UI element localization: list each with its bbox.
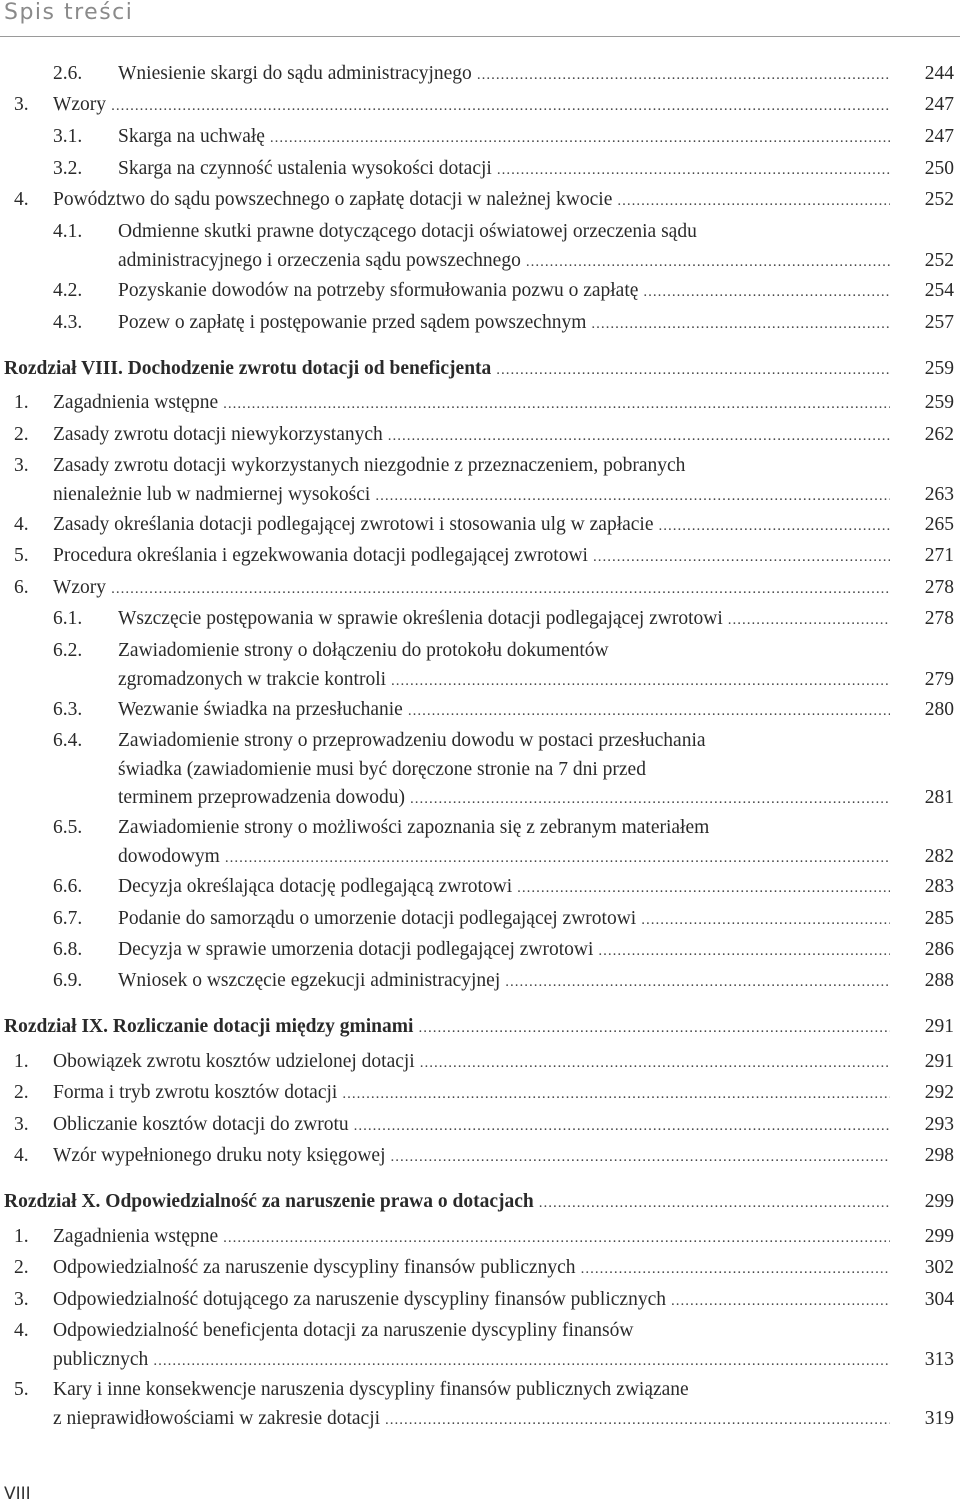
dot-leader <box>581 1255 890 1284</box>
toc-entry[interactable] <box>0 1048 960 1078</box>
toc-page-number: 285 <box>924 908 954 929</box>
dot-leader <box>505 968 890 997</box>
toc-chapter-entry[interactable] <box>0 1013 960 1043</box>
toc-page-number: 278 <box>924 577 954 598</box>
dot-leader <box>418 1014 890 1043</box>
dot-leader <box>270 124 890 153</box>
toc-entry[interactable] <box>0 452 960 510</box>
toc-chapter-entry[interactable] <box>0 355 960 385</box>
toc-entry-number: 2. <box>14 424 29 445</box>
toc-entry-title: publicznych <box>53 1348 149 1370</box>
toc-entry-number: 6.2. <box>53 640 83 661</box>
toc-entry-title: Wzory <box>53 94 107 115</box>
toc-page-number: 281 <box>924 787 954 808</box>
dot-leader <box>593 543 890 572</box>
toc-entry-title: Wzór wypełnionego druku noty księgowej <box>53 1145 386 1166</box>
toc-page-number: 247 <box>924 126 954 147</box>
dot-leader <box>410 785 890 814</box>
toc-entry-title: Wszczęcie postępowania w sprawie określenia dotacji podlegającej zwrotowi <box>118 608 723 629</box>
toc-page-number: 299 <box>924 1226 954 1247</box>
toc-entry-title: Pozyskanie dowodów na potrzeby sformułowania pozwu o zapłatę <box>118 280 639 301</box>
dot-leader <box>388 422 890 451</box>
toc-page-number: 286 <box>924 939 954 960</box>
toc-entry-title: Obowiązek zwrotu kosztów udzielonej dotacji <box>53 1051 415 1072</box>
dot-leader <box>497 156 890 185</box>
toc-entry-title: Wniosek o wszczęcie egzekucji administracyjnej <box>118 970 501 991</box>
toc-entry-number: 1. <box>14 1051 29 1072</box>
toc-entry-title: dowodowym <box>118 845 220 867</box>
dot-leader <box>643 278 890 307</box>
toc-entry-title: Procedura określania i egzekwowania dotacji podlegającej zwrotowi <box>53 545 588 566</box>
toc-page-number: 252 <box>924 249 954 271</box>
dot-leader <box>517 874 890 903</box>
toc-page-number: 254 <box>924 280 954 301</box>
toc-entry-title: Zagadnienia wstępne <box>53 1226 219 1247</box>
dot-leader <box>408 697 890 726</box>
toc-entry-number: 2. <box>14 1082 29 1103</box>
toc-entry-number: 2. <box>14 1257 29 1278</box>
toc-entry-title: Obliczanie kosztów dotacji do zwrotu <box>53 1114 349 1135</box>
toc-entry-title: Pozew o zapłatę i postępowanie przed sądem powszechnym <box>118 312 587 333</box>
toc-entry[interactable] <box>0 696 960 726</box>
toc-page-number: 291 <box>924 1051 954 1072</box>
dot-leader <box>496 356 890 385</box>
toc-entry-title: Odpowiedzialność beneficjenta dotacji za naruszenie dyscypliny finansów <box>53 1320 634 1341</box>
toc-entry[interactable] <box>0 542 960 572</box>
toc-entry-title: Wniesienie skargi do sądu administracyjnego <box>118 63 472 84</box>
toc-entry[interactable] <box>0 186 960 216</box>
toc-page-number: 271 <box>924 545 954 566</box>
toc-entry-title: Decyzja w sprawie umorzenia dotacji podlegającej zwrotowi <box>118 939 594 960</box>
toc-page-number: 302 <box>924 1257 954 1278</box>
toc-entry-number: 6.7. <box>53 908 83 929</box>
toc-entry[interactable] <box>0 814 960 872</box>
dot-leader <box>223 390 890 419</box>
toc-entry[interactable] <box>0 1317 960 1375</box>
toc-entry-number: 3. <box>14 1289 29 1310</box>
dot-leader <box>375 482 890 511</box>
toc-entry[interactable] <box>0 1223 960 1253</box>
toc-entry-title: Zawiadomienie strony o dołączeniu do protokołu dokumentów <box>118 640 609 661</box>
toc-entry-title: administracyjnego i orzeczenia sądu powszechnego <box>118 249 521 271</box>
page-header <box>0 0 960 37</box>
toc-entry[interactable] <box>0 123 960 153</box>
toc-entry[interactable] <box>0 873 960 903</box>
toc-entry-number: 6.9. <box>53 970 83 991</box>
toc-entry-number: 5. <box>14 545 29 566</box>
toc-chapter-entry[interactable] <box>0 1188 960 1218</box>
toc-entry-number: 4.2. <box>53 280 83 301</box>
toc-entry[interactable] <box>0 1376 960 1434</box>
dot-leader <box>111 575 890 604</box>
dot-leader <box>385 1406 890 1435</box>
toc-entry[interactable] <box>0 218 960 276</box>
toc-entry-title: Kary i inne konsekwencje naruszenia dyscypliny finansów publicznych związane <box>53 1379 689 1400</box>
toc-page-number: 280 <box>924 699 954 720</box>
toc-entry-number: 6.5. <box>53 817 83 838</box>
toc-entry-number: 4.1. <box>53 221 83 242</box>
toc-entry-title: Rozdział IX. Rozliczanie dotacji między gminami <box>4 1016 414 1037</box>
dot-leader <box>391 1143 890 1172</box>
toc-page-number: 292 <box>924 1082 954 1103</box>
dot-leader <box>391 667 890 696</box>
toc-entry[interactable] <box>0 60 960 90</box>
toc-entry-number: 3. <box>14 455 29 476</box>
toc-page-number: 279 <box>924 668 954 690</box>
toc-page-number: 265 <box>924 514 954 535</box>
dot-leader <box>111 92 890 121</box>
dot-leader <box>342 1080 890 1109</box>
toc-entry[interactable] <box>0 1079 960 1109</box>
toc-page-number: 247 <box>924 94 954 115</box>
toc-entry-title: Odmienne skutki prawne dotyczącego dotacji oświatowej orzeczenia sądu <box>118 221 697 242</box>
toc-entry-number: 6.6. <box>53 876 83 897</box>
toc-entry-title: Zagadnienia wstępne <box>53 392 219 413</box>
dot-leader <box>539 1189 890 1218</box>
toc-page-number: 288 <box>924 970 954 991</box>
toc-entry[interactable] <box>0 309 960 339</box>
dot-leader <box>153 1347 890 1376</box>
toc-page-number: 319 <box>924 1407 954 1429</box>
toc-entry-number: 6. <box>14 577 29 598</box>
dot-leader <box>641 906 890 935</box>
toc-entry-title: Rozdział VIII. Dochodzenie zwrotu dotacji od beneficjenta <box>4 358 492 379</box>
toc-entry-number: 3.1. <box>53 126 83 147</box>
toc-entry-number: 3. <box>14 1114 29 1135</box>
toc-entry-number: 4.3. <box>53 312 83 333</box>
toc-page-number: 313 <box>924 1348 954 1370</box>
page-number: VIII <box>4 1484 31 1504</box>
toc-page-number: 252 <box>924 189 954 210</box>
toc-entry[interactable] <box>0 421 960 451</box>
toc-entry-title: Skarga na uchwałę <box>118 126 265 147</box>
dot-leader <box>728 606 890 635</box>
dot-leader <box>477 61 890 90</box>
toc-entry-title: Zasady zwrotu dotacji wykorzystanych niezgodnie z przeznaczeniem, pobranych <box>53 455 686 476</box>
toc-entry-number: 3.2. <box>53 158 83 179</box>
toc-entry-title: zgromadzonych w trakcie kontroli <box>118 668 387 690</box>
toc-entry-title: terminem przeprowadzenia dowodu) <box>118 787 405 808</box>
toc-page-number: 259 <box>924 358 954 379</box>
toc-entry-number: 6.8. <box>53 939 83 960</box>
toc-entry[interactable] <box>0 574 960 604</box>
toc-entry-title: nienależnie lub w nadmiernej wysokości <box>53 483 371 505</box>
toc-entry[interactable] <box>0 637 960 695</box>
toc-entry[interactable] <box>0 277 960 307</box>
toc-entry-title: Decyzja określająca dotację podlegającą zwrotowi <box>118 876 513 897</box>
toc-entry-title: z nieprawidłowościami w zakresie dotacji <box>53 1407 381 1429</box>
dot-leader <box>354 1112 890 1141</box>
toc-entry-title: Powództwo do sądu powszechnego o zapłatę dotacji w należnej kwocie <box>53 189 613 210</box>
toc-entry-title: Forma i tryb zwrotu kosztów dotacji <box>53 1082 338 1103</box>
toc-page-number: 278 <box>924 608 954 629</box>
toc-page-number: 299 <box>924 1191 954 1212</box>
toc-entry-number: 6.1. <box>53 608 83 629</box>
page-title: Spis treści <box>4 0 134 25</box>
toc-entry-title: Zasady określania dotacji podlegającej zwrotowi i stosowania ulg w zapłacie <box>53 514 654 535</box>
toc-entry-title: Zawiadomienie strony o przeprowadzeniu dowodu w postaci przesłuchania <box>118 730 706 751</box>
toc-entry-title: Odpowiedzialność dotującego za naruszenie dyscypliny finansów publicznych <box>53 1289 666 1310</box>
toc-entry-number: 4. <box>14 189 29 210</box>
toc-entry-title: świadka (zawiadomienie musi być doręczone stronie na 7 dni przed <box>118 758 646 780</box>
toc-entry[interactable] <box>0 1142 960 1172</box>
toc-entry-title: Rozdział X. Odpowiedzialność za naruszenie prawa o dotacjach <box>4 1191 534 1212</box>
toc-entry[interactable] <box>0 389 960 419</box>
toc-entry-title: Wezwanie świadka na przesłuchanie <box>118 699 403 720</box>
toc-entry-number: 1. <box>14 392 29 413</box>
dot-leader <box>591 310 890 339</box>
toc-entry-title: Wzory <box>53 577 107 598</box>
dot-leader <box>526 248 890 277</box>
toc-entry[interactable] <box>0 155 960 185</box>
toc-page-number: 262 <box>924 424 954 445</box>
toc-page-number: 282 <box>924 845 954 867</box>
toc-entry-title: Zasady zwrotu dotacji niewykorzystanych <box>53 424 383 445</box>
toc-entry[interactable] <box>0 605 960 635</box>
toc-entry[interactable] <box>0 905 960 935</box>
toc-entry-title: Odpowiedzialność za naruszenie dyscypliny finansów publicznych <box>53 1257 576 1278</box>
toc-entry-title: Podanie do samorządu o umorzenie dotacji podlegającej zwrotowi <box>118 908 637 929</box>
toc-page-number: 263 <box>924 483 954 505</box>
toc-page-number: 250 <box>924 158 954 179</box>
toc-entry-number: 4. <box>14 1145 29 1166</box>
dot-leader <box>617 187 890 216</box>
dot-leader <box>223 1224 890 1253</box>
toc-page-number: 257 <box>924 312 954 333</box>
toc-entry-title: Skarga na czynność ustalenia wysokości dotacji <box>118 158 492 179</box>
dot-leader <box>659 512 891 541</box>
toc-entry-title: Zawiadomienie strony o możliwości zapoznania się z zebranym materiałem <box>118 817 710 838</box>
toc-entry-number: 4. <box>14 1320 29 1341</box>
toc-entry-number: 6.4. <box>53 730 83 751</box>
toc-page-number: 291 <box>924 1016 954 1037</box>
toc-page-number: 304 <box>924 1289 954 1310</box>
toc-entry[interactable] <box>0 967 960 997</box>
dot-leader <box>225 844 890 873</box>
toc-entry-number: 2.6. <box>53 63 83 84</box>
toc-entry[interactable] <box>0 91 960 121</box>
toc-entry-number: 3. <box>14 94 29 115</box>
dot-leader <box>420 1049 890 1078</box>
toc-entry[interactable] <box>0 1111 960 1141</box>
toc-page-number: 244 <box>924 63 954 84</box>
toc-entry[interactable] <box>0 1286 960 1316</box>
toc-entry-number: 6.3. <box>53 699 83 720</box>
toc-entry[interactable] <box>0 936 960 966</box>
toc-entry[interactable] <box>0 1254 960 1284</box>
toc-page-number: 283 <box>924 876 954 897</box>
dot-leader <box>671 1287 890 1316</box>
toc-page-number: 259 <box>924 392 954 413</box>
toc-entry-number: 1. <box>14 1226 29 1247</box>
toc-page-number: 298 <box>924 1145 954 1166</box>
toc-entry-number: 4. <box>14 514 29 535</box>
toc-entry[interactable] <box>0 727 960 814</box>
dot-leader <box>598 937 890 966</box>
toc-entry-number: 5. <box>14 1379 29 1400</box>
toc-entry[interactable] <box>0 511 960 541</box>
toc-page-number: 293 <box>924 1114 954 1135</box>
